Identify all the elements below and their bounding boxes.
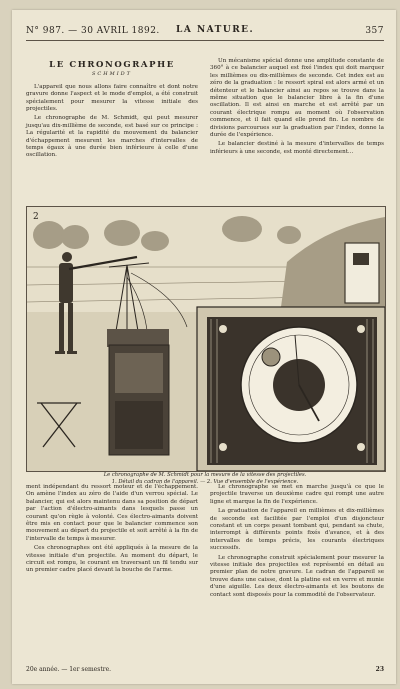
folio-mark: 23 [375, 666, 384, 673]
journal-page [12, 10, 396, 684]
engraving-illustration [27, 207, 385, 471]
caption-line: Le chronographe de M. Schmidt pour la mesure de la vitesse des projectiles. [103, 472, 307, 478]
column-left-bottom [26, 484, 198, 577]
paragraph: L'appareil que nous allons faire connaître et dont notre gravure donne l'aspect et le mode d'emploi, a été construit spécialement pour mesurer la vitesse initiale des projectiles. [26, 83, 198, 113]
paragraph: La graduation de l'appareil en millièmes et dix-millièmes de seconde est facilitée par l'emploi d'un disjoncteur constant et un corps pesant tombant qui, pendant sa chute, interrompt à différents points fixés d'avance, et à des intervalles de temps précis, les courants électriques successifs. [210, 508, 384, 552]
running-header [26, 24, 384, 41]
paragraph: Le chronographe de M. Schmidt, qui peut mesurer jusqu'au dix-millième de seconde, est basé sur ce principe : La régularité et la rapidité du mouvement du balancier d'échappement mesurent les marches d'intervalles de temps égaux à une durée bien inférieure à celle d'une oscillation. [26, 115, 198, 159]
journal-name: LA NATURE. [176, 25, 255, 35]
page-number: 357 [365, 26, 384, 36]
issue-date: N° 987. — 30 AVRIL 1892. [26, 26, 160, 36]
paragraph: Ces chronographes ont été appliqués à la mesure de la vitesse initiale d'un projectile. Au moment du départ, le circuit est rompu, le courant en traversant un fil tendu sur un premier cadre placé devant la bouche de l'arme. [26, 545, 198, 574]
page-footer [26, 666, 384, 676]
article-title: LE CHRONOGRAPHE [49, 60, 175, 70]
paragraph: ment indépendant du ressort moteur et de l'échappement. On amène l'index au zéro de l'aide d'un verrou spécial. Le balancier, qui est alors maintenu dans sa position de départ par l'action d'électro-aimants dans lesquels passe un courant qu'on règle à volonté. Ces électro-aimants doivent être mis en contact pour que le balancier commence son mouvement au départ du projectile et soit arrêté à la fin de l'intervalle de temps à mesurer. [26, 484, 198, 542]
column-right-top [210, 58, 384, 158]
paragraph: Le chronographe construit spécialement pour mesurer la vitesse initiale des projectiles est représenté en détail au premier plan de notre gravure. Le cadran de l'appareil se trouve dans une caisse, dont la platine est en verre et munie d'une aiguille. Les deux électro-aimants et les boutons de contact sont disposés pour la commodité de l'observateur. [210, 554, 384, 598]
paragraph: Un mécanisme spécial donne une amplitude constante de 360° à ce balancier auquel est fixé l'index qui doit marquer les millièmes ou dix-millièmes de seconde. Cet index est au zéro de la graduation : le ressort spiral est alors armé et un détenteur et le balancier ainsi au repos se trouve dans la même situation que le balancier libre à la fin d'une oscillation. Il est ainsi en marche et est arrêté par un courant électrique rompu au moment où l'observation commence, et il fait quand elle prend fin. Le nombre de divisions parcourues sur la graduation par l'index, donne la durée de l'expérience. [210, 58, 384, 139]
article-subtitle: SCHMIDT [91, 71, 133, 78]
figure-label: 2 [33, 212, 39, 222]
engraving-figure [26, 206, 386, 472]
paragraph: Le chronographe se met en marche jusqu'à ce que le projectile traverse un deuxième cadre qui rompt une autre ligne et marque la fin de l'expérience. [210, 484, 384, 505]
column-right-bottom [210, 484, 384, 601]
caption-line: 1. Détail du cadran de l'appareil. — 2. Vue d'ensemble de l'expérience. [111, 478, 299, 485]
paragraph: Le balancier destiné à la mesure d'intervalles de temps inférieurs à une seconde, est monté directement... [210, 141, 384, 155]
volume-line: 20e année. — 1er semestre. [26, 666, 112, 673]
column-left-top [26, 62, 198, 162]
